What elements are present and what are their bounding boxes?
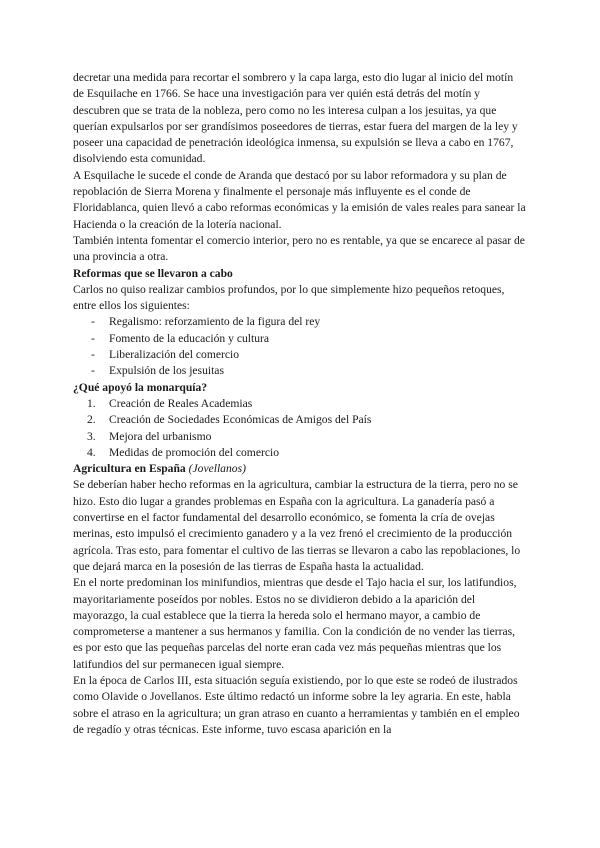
list-item-text: Medidas de promoción del comercio [109, 445, 279, 459]
heading-agricultura-title: Agricultura en España [73, 462, 186, 476]
paragraph-agricultura-reformas: Se deberían haber hecho reformas en la agricultura, cambiar la estructura de la tierra, pero no se hizo. Esto dio lugar a grandes problemas en España con la agricultura. La ganadería pasó a convertirse en el factor fundamental del desarrollo económico, se fomenta la cría de ovejas merinas, esto impulsó el crecimiento ganadero y a la vez frenó el crecimiento de la producción agrícola. Tras esto, para fomentar el cultivo de las tierras se llevaron a cabo las repoblaciones, lo que dejará marca en la posesión de las tierras de España hasta la actualidad. [73, 478, 521, 573]
list-marker: 2. [87, 413, 96, 427]
list-marker: 4. [87, 445, 96, 459]
list-marker: - [91, 348, 95, 362]
list-item [73, 314, 526, 330]
paragraph-reformas-intro: Carlos no quiso realizar cambios profundos, por lo que simplemente hizo pequeños retoques, entre ellos los siguientes: [73, 282, 505, 313]
paragraph-esquilache: decretar una medida para recortar el sombrero y la capa larga, esto dio lugar al inicio del motín de Esquilache en 1766. Se hace una investigación para ver quién está detrás del motín y descubren que se trata de la nobleza, pero como no les interesa culpan a los jesuitas, ya que querían expulsarlos por ser grandísimos poseedores de tierras, estar fuera del margen de la ley y poseer una capacidad de penetración ideológica inmensa, su expulsión se lleva a cabo en 1767, disolviendo esta comunidad. [73, 71, 518, 166]
list-item-text: Fomento de la educación y cultura [109, 331, 270, 345]
list-item-text: Mejora del urbanismo [109, 429, 212, 443]
reformas-list [73, 314, 526, 379]
heading-reformas: Reformas que se llevaron a cabo [73, 266, 233, 280]
paragraph-minifundios-latifundios: En el norte predominan los minifundios, mientras que desde el Tajo hacia el sur, los latifundios, mayoritariamente poseídos por nobles. Estos no se dividieron debido a la aparición del mayorazgo, la cual establece que la tierra la hereda solo el hermano mayor, a cambio de comprometerse a mantener a sus hermanos y familia. Con la condición de no vender las tierras, es por esto que las pequeñas parcelas del norte eran cada vez más pequeñas mientras que los latifundios del sur permanecen igual siempre. [73, 576, 517, 671]
list-item-text: Regalismo: reforzamiento de la figura del rey [109, 315, 321, 329]
list-marker: 3. [87, 429, 96, 443]
heading-agricultura [73, 461, 526, 477]
heading-agricultura-author: (Jovellanos) [188, 462, 246, 476]
list-item-text: Liberalización del comercio [109, 348, 240, 362]
list-item [73, 445, 526, 461]
paragraph-aranda-floridablanca: A Esquilache le sucede el conde de Aranda que destacó por su labor reformadora y su plan de repoblación de Sierra Morena y finalmente el personaje más influyente es el conde de Floridablanca, quien llevó a cabo reformas económicas y la emisión de vales reales para sanear la Hacienda o la creación de la lotería nacional. [73, 168, 526, 231]
list-marker: - [91, 315, 95, 329]
list-item [73, 412, 526, 428]
list-item [73, 396, 526, 412]
list-marker: - [91, 331, 95, 345]
list-item [73, 331, 526, 347]
list-marker: 1. [87, 396, 96, 410]
paragraph-carlos-iii: En la época de Carlos III, esta situación seguía existiendo, por lo que este se rodeó de ilustrados como Olavide o Jovellanos. Este último redactó un informe sobre la ley agraria. En este, habla sobre el atraso en la agricultura; un gran atraso en cuanto a herramientas y también en el empleo de regadío y otras técnicas. Este informe, tuvo escasa aparición en la [73, 673, 520, 736]
list-item [73, 347, 526, 363]
paragraph-comercio-interior: También intenta fomentar el comercio interior, pero no es rentable, ya que se encarece al pasar de una provincia a otra. [73, 233, 525, 264]
list-item [73, 429, 526, 445]
monarquia-list [73, 396, 526, 461]
list-item-text: Creación de Sociedades Económicas de Amigos del País [109, 413, 372, 427]
list-item [73, 363, 526, 379]
heading-monarquia: ¿Qué apoyó la monarquía? [73, 380, 208, 394]
list-marker: - [91, 364, 95, 378]
list-item-text: Creación de Reales Academias [109, 396, 253, 410]
list-item-text: Expulsión de los jesuitas [109, 364, 224, 378]
